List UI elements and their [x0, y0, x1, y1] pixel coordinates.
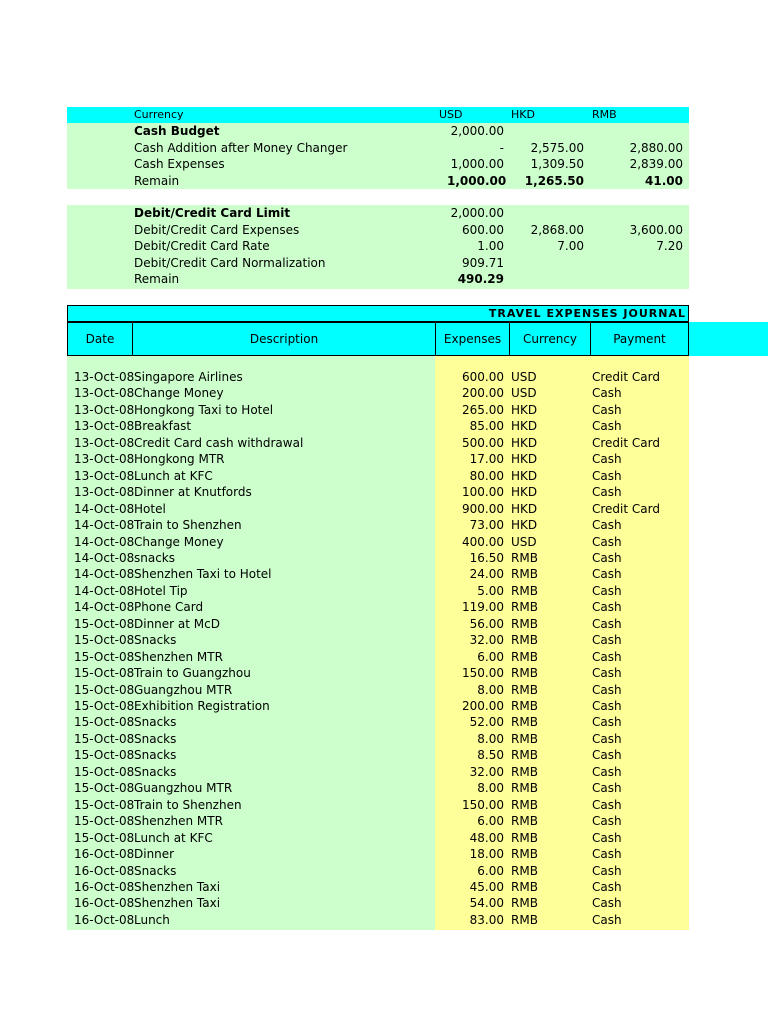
- journal-title-bar: [67, 305, 689, 322]
- cell-currency: RMB: [511, 583, 538, 598]
- cell-payment: Cash: [592, 912, 622, 927]
- cell-payment: Cash: [592, 583, 622, 598]
- summary-hkd: 2,575.00: [530, 140, 584, 155]
- cell-description: Dinner: [134, 847, 175, 862]
- cell-date: 14-Oct-08: [74, 567, 135, 582]
- table-row: [67, 534, 689, 550]
- cell-currency: USD: [511, 370, 537, 384]
- hkd-header: HKD: [511, 108, 535, 121]
- table-row: [67, 895, 689, 911]
- table-row: [67, 385, 689, 401]
- cell-payment: Cash: [592, 534, 622, 549]
- cell-expenses: 119.00: [462, 600, 504, 615]
- cell-currency: HKD: [511, 435, 538, 450]
- cell-description: snacks: [134, 550, 176, 565]
- cell-description: Snacks: [134, 748, 177, 763]
- summary-hkd: 7.00: [557, 239, 584, 253]
- cell-date: 15-Oct-08: [74, 764, 135, 779]
- journal-rows: [67, 369, 689, 929]
- summary-hkd: [517, 271, 584, 287]
- summary-label: Debit/Credit Card Normalization: [134, 255, 326, 270]
- cell-date: 13-Oct-08: [74, 435, 135, 450]
- rmb-header: RMB: [592, 108, 617, 121]
- cell-description: Lunch at KFC: [134, 468, 213, 483]
- cell-date: 15-Oct-08: [74, 814, 135, 829]
- card-summary-block: [67, 205, 689, 289]
- cell-description: Shenzhen Taxi: [134, 896, 221, 911]
- cell-description: Shenzhen Taxi to Hotel: [134, 567, 272, 582]
- summary-label: Debit/Credit Card Expenses: [134, 222, 300, 237]
- cell-description: Credit Card cash withdrawal: [134, 435, 304, 450]
- cell-expenses: 6.00: [477, 814, 504, 829]
- cell-expenses: 900.00: [462, 501, 504, 516]
- cell-payment: Cash: [592, 764, 622, 779]
- table-row: [67, 435, 689, 451]
- cell-payment: Cash: [592, 896, 622, 911]
- cell-expenses: 8.50: [477, 748, 504, 763]
- cell-payment: Cash: [592, 731, 622, 746]
- cell-date: 13-Oct-08: [74, 402, 135, 417]
- summary-rmb: 41.00: [645, 173, 683, 188]
- cell-description: Guangzhou MTR: [134, 682, 233, 697]
- cell-payment: Cash: [592, 633, 622, 648]
- cell-currency: RMB: [511, 633, 538, 648]
- cell-date: 15-Oct-08: [74, 682, 135, 697]
- table-row: [67, 780, 689, 796]
- table-row: [67, 402, 689, 418]
- card-summary-row: [67, 255, 689, 271]
- cell-payment: Credit Card: [592, 370, 660, 384]
- cell-expenses: 8.00: [477, 781, 504, 796]
- cell-date: 15-Oct-08: [74, 699, 135, 713]
- table-row: [67, 418, 689, 434]
- cell-date: 14-Oct-08: [74, 550, 135, 565]
- cell-currency: RMB: [511, 682, 538, 697]
- table-row: [67, 517, 689, 533]
- cell-payment: Cash: [592, 386, 622, 401]
- summary-usd: 1.00: [477, 239, 504, 253]
- summary-rmb: [587, 123, 683, 139]
- card-summary-row: [67, 238, 689, 254]
- table-row: [67, 632, 689, 648]
- cell-currency: RMB: [511, 764, 538, 779]
- cell-currency: RMB: [511, 879, 538, 894]
- currency-header-row: [67, 107, 689, 123]
- cell-description: Lunch: [134, 912, 170, 927]
- cell-expenses: 18.00: [469, 847, 504, 862]
- cell-description: Dinner at McD: [134, 616, 220, 631]
- cell-expenses: 200.00: [462, 699, 504, 713]
- summary-rmb: [587, 255, 683, 271]
- table-row: [67, 583, 689, 599]
- cell-expenses: 85.00: [469, 419, 504, 434]
- cell-date: 16-Oct-08: [74, 847, 135, 862]
- summary-usd: 600.00: [462, 222, 504, 237]
- table-row: [67, 731, 689, 747]
- table-row: [67, 451, 689, 467]
- table-row: [67, 879, 689, 895]
- cell-expenses: 48.00: [469, 830, 504, 845]
- cell-currency: RMB: [511, 666, 538, 681]
- cell-expenses: 32.00: [469, 633, 504, 648]
- cell-currency: RMB: [511, 847, 538, 862]
- cell-description: Exhibition Registration: [134, 699, 270, 713]
- cell-payment: Cash: [592, 781, 622, 796]
- table-row: [67, 665, 689, 681]
- cell-payment: Cash: [592, 699, 622, 713]
- cell-description: Shenzhen Taxi: [134, 879, 221, 894]
- column-header-payment[interactable]: Payment: [590, 322, 689, 356]
- journal-header-row: [67, 322, 768, 356]
- table-row: [67, 698, 689, 714]
- summary-rmb: 3,600.00: [629, 222, 683, 237]
- table-row: [67, 912, 689, 928]
- summary-label: Cash Budget: [134, 124, 220, 138]
- summary-label: Cash Addition after Money Changer: [134, 140, 348, 155]
- summary-label: Debit/Credit Card Rate: [134, 239, 270, 253]
- cell-description: Snacks: [134, 764, 177, 779]
- cell-payment: Cash: [592, 830, 622, 845]
- cell-currency: RMB: [511, 896, 538, 911]
- cell-expenses: 200.00: [462, 386, 504, 401]
- cell-currency: RMB: [511, 731, 538, 746]
- cell-date: 15-Oct-08: [74, 797, 135, 812]
- table-row: [67, 649, 689, 665]
- cell-currency: RMB: [511, 600, 538, 615]
- table-row: [67, 797, 689, 813]
- column-header-date[interactable]: Date: [67, 322, 133, 356]
- cell-currency: HKD: [511, 501, 538, 516]
- cell-expenses: 56.00: [469, 616, 504, 631]
- cell-currency: HKD: [511, 518, 538, 533]
- cell-description: Breakfast: [134, 419, 192, 434]
- cell-description: Hotel: [134, 501, 166, 516]
- currency-label: Currency: [134, 108, 184, 121]
- cell-payment: Cash: [592, 550, 622, 565]
- cell-currency: HKD: [511, 468, 538, 483]
- card-summary-row: [67, 222, 689, 238]
- cell-description: Hongkong Taxi to Hotel: [134, 402, 274, 417]
- cell-currency: HKD: [511, 419, 538, 434]
- cell-expenses: 8.00: [477, 731, 504, 746]
- cell-payment: Credit Card: [592, 501, 660, 516]
- cell-date: 13-Oct-08: [74, 386, 135, 401]
- table-row: [67, 747, 689, 763]
- table-row: [67, 764, 689, 780]
- column-header-currency[interactable]: Currency: [509, 322, 591, 356]
- cell-currency: RMB: [511, 830, 538, 845]
- cell-date: 14-Oct-08: [74, 583, 135, 598]
- cell-expenses: 150.00: [462, 666, 504, 681]
- summary-usd: 490.29: [457, 272, 504, 286]
- cell-payment: Cash: [592, 797, 622, 812]
- cell-date: 16-Oct-08: [74, 896, 135, 911]
- cell-payment: Cash: [592, 682, 622, 697]
- cell-description: Snacks: [134, 633, 177, 648]
- cell-currency: RMB: [511, 715, 538, 730]
- cell-currency: HKD: [511, 452, 538, 467]
- table-row: [67, 501, 689, 517]
- cell-payment: Cash: [592, 814, 622, 829]
- summary-usd: 1,000.00: [447, 173, 507, 188]
- cell-date: 16-Oct-08: [74, 863, 135, 878]
- summary-hkd: 1,265.50: [524, 173, 584, 188]
- table-row: [67, 616, 689, 632]
- cell-currency: HKD: [511, 402, 538, 417]
- cell-date: 15-Oct-08: [74, 633, 135, 648]
- cell-payment: Cash: [592, 863, 622, 878]
- cell-date: 13-Oct-08: [74, 452, 135, 467]
- cell-description: Dinner at Knutfords: [134, 485, 252, 500]
- cell-description: Train to Guangzhou: [134, 666, 251, 681]
- cell-date: 15-Oct-08: [74, 731, 135, 746]
- summary-label: Cash Expenses: [134, 157, 225, 171]
- cell-description: Hongkong MTR: [134, 452, 225, 467]
- summary-hkd: [517, 255, 584, 271]
- cell-expenses: 24.00: [469, 567, 504, 582]
- summary-rmb: 7.20: [656, 239, 683, 253]
- summary-hkd: [517, 123, 584, 139]
- summary-label: Remain: [134, 272, 180, 286]
- cell-payment: Cash: [592, 518, 622, 533]
- summary-hkd: 1,309.50: [530, 157, 584, 171]
- cell-date: 16-Oct-08: [74, 912, 135, 927]
- cell-description: Train to Shenzhen: [134, 518, 242, 533]
- card-summary-row: [67, 205, 689, 221]
- cell-expenses: 400.00: [462, 534, 504, 549]
- cell-currency: RMB: [511, 649, 538, 664]
- cell-expenses: 80.00: [469, 468, 504, 483]
- cell-currency: HKD: [511, 485, 538, 500]
- cell-expenses: 5.00: [477, 583, 504, 598]
- summary-usd: 2,000.00: [450, 206, 504, 220]
- cell-payment: Cash: [592, 616, 622, 631]
- cell-payment: Cash: [592, 567, 622, 582]
- cell-date: 13-Oct-08: [74, 370, 135, 384]
- cell-currency: RMB: [511, 814, 538, 829]
- cell-currency: USD: [511, 534, 537, 549]
- cell-date: 14-Oct-08: [74, 600, 135, 615]
- cell-description: Change Money: [134, 534, 224, 549]
- cell-expenses: 8.00: [477, 682, 504, 697]
- cell-payment: Cash: [592, 847, 622, 862]
- table-row: [67, 468, 689, 484]
- table-row: [67, 846, 689, 862]
- cell-payment: Cash: [592, 419, 622, 434]
- table-row: [67, 369, 689, 385]
- cell-description: Shenzhen MTR: [134, 649, 223, 664]
- cell-date: 15-Oct-08: [74, 748, 135, 763]
- cell-description: Change Money: [134, 386, 224, 401]
- cell-date: 15-Oct-08: [74, 830, 135, 845]
- cell-payment: Cash: [592, 715, 622, 730]
- cell-date: 13-Oct-08: [74, 485, 135, 500]
- table-row: [67, 813, 689, 829]
- cell-currency: USD: [511, 386, 537, 401]
- card-summary-row: [67, 271, 689, 287]
- cell-date: 15-Oct-08: [74, 781, 135, 796]
- cell-description: Phone Card: [134, 600, 204, 615]
- journal-title: TRAVEL EXPENSES JOURNAL: [488, 307, 686, 320]
- cell-expenses: 54.00: [469, 896, 504, 911]
- cell-date: 15-Oct-08: [74, 616, 135, 631]
- cell-currency: RMB: [511, 567, 538, 582]
- cell-payment: Cash: [592, 666, 622, 681]
- summary-hkd: [517, 205, 584, 221]
- cell-payment: Cash: [592, 402, 622, 417]
- summary-label: Remain: [134, 173, 180, 188]
- cell-expenses: 150.00: [462, 797, 504, 812]
- cell-date: 14-Oct-08: [74, 534, 135, 549]
- usd-header: USD: [439, 108, 463, 121]
- cash-summary-block: [67, 123, 689, 189]
- cell-date: 15-Oct-08: [74, 666, 135, 681]
- cell-description: Snacks: [134, 715, 177, 730]
- cell-expenses: 73.00: [469, 518, 504, 533]
- cell-currency: RMB: [511, 781, 538, 796]
- cell-payment: Credit Card: [592, 435, 660, 450]
- cell-date: 15-Oct-08: [74, 715, 135, 730]
- cell-currency: RMB: [511, 912, 538, 927]
- cell-description: Snacks: [134, 863, 177, 878]
- cell-description: Singapore Airlines: [134, 370, 243, 384]
- cell-expenses: 6.00: [477, 863, 504, 878]
- summary-rmb: 2,839.00: [629, 157, 683, 171]
- cell-date: 16-Oct-08: [74, 879, 135, 894]
- cell-description: Snacks: [134, 731, 177, 746]
- cell-currency: RMB: [511, 797, 538, 812]
- cell-expenses: 500.00: [462, 435, 504, 450]
- summary-usd: -: [499, 140, 504, 155]
- cell-payment: Cash: [592, 468, 622, 483]
- table-row: [67, 714, 689, 730]
- cell-payment: Cash: [592, 485, 622, 500]
- cell-date: 15-Oct-08: [74, 649, 135, 664]
- cell-currency: RMB: [511, 616, 538, 631]
- summary-usd: 2,000.00: [450, 124, 504, 138]
- table-row: [67, 830, 689, 846]
- cell-expenses: 52.00: [469, 715, 504, 730]
- cell-description: Hotel Tip: [134, 583, 188, 598]
- cash-summary-row: [67, 123, 689, 139]
- summary-usd: 909.71: [462, 255, 504, 270]
- cell-payment: Cash: [592, 649, 622, 664]
- cell-description: Train to Shenzhen: [134, 797, 242, 812]
- summary-rmb: 2,880.00: [629, 140, 683, 155]
- cell-currency: RMB: [511, 699, 538, 713]
- cell-expenses: 16.50: [469, 550, 504, 565]
- cell-description: Shenzhen MTR: [134, 814, 223, 829]
- cell-expenses: 17.00: [469, 452, 504, 467]
- cell-expenses: 32.00: [469, 764, 504, 779]
- cell-currency: RMB: [511, 863, 538, 878]
- cash-summary-row: [67, 173, 689, 189]
- table-row: [67, 599, 689, 615]
- cell-expenses: 600.00: [462, 370, 504, 384]
- cell-expenses: 100.00: [462, 485, 504, 500]
- table-row: [67, 550, 689, 566]
- cash-summary-row: [67, 140, 689, 156]
- cash-summary-row: [67, 156, 689, 172]
- cell-currency: RMB: [511, 748, 538, 763]
- summary-hkd: 2,868.00: [530, 222, 584, 237]
- summary-rmb: [587, 271, 683, 287]
- cell-date: 13-Oct-08: [74, 468, 135, 483]
- cell-expenses: 83.00: [469, 912, 504, 927]
- summary-label: Debit/Credit Card Limit: [134, 206, 291, 220]
- summary-usd: 1,000.00: [450, 157, 504, 171]
- cell-payment: Cash: [592, 748, 622, 763]
- cell-date: 13-Oct-08: [74, 419, 135, 434]
- cell-payment: Cash: [592, 452, 622, 467]
- cell-expenses: 45.00: [469, 879, 504, 894]
- column-header-description[interactable]: Description: [132, 322, 436, 356]
- cell-payment: Cash: [592, 879, 622, 894]
- cell-expenses: 6.00: [477, 649, 504, 664]
- cell-date: 14-Oct-08: [74, 518, 135, 533]
- table-row: [67, 682, 689, 698]
- cell-date: 14-Oct-08: [74, 501, 135, 516]
- cell-expenses: 265.00: [462, 402, 504, 417]
- summary-rmb: [587, 205, 683, 221]
- table-row: [67, 566, 689, 582]
- column-header-expenses[interactable]: Expenses: [435, 322, 510, 356]
- table-row: [67, 484, 689, 500]
- table-row: [67, 863, 689, 879]
- cell-currency: RMB: [511, 550, 538, 565]
- cell-description: Guangzhou MTR: [134, 781, 233, 796]
- cell-payment: Cash: [592, 600, 622, 615]
- cell-description: Lunch at KFC: [134, 830, 213, 845]
